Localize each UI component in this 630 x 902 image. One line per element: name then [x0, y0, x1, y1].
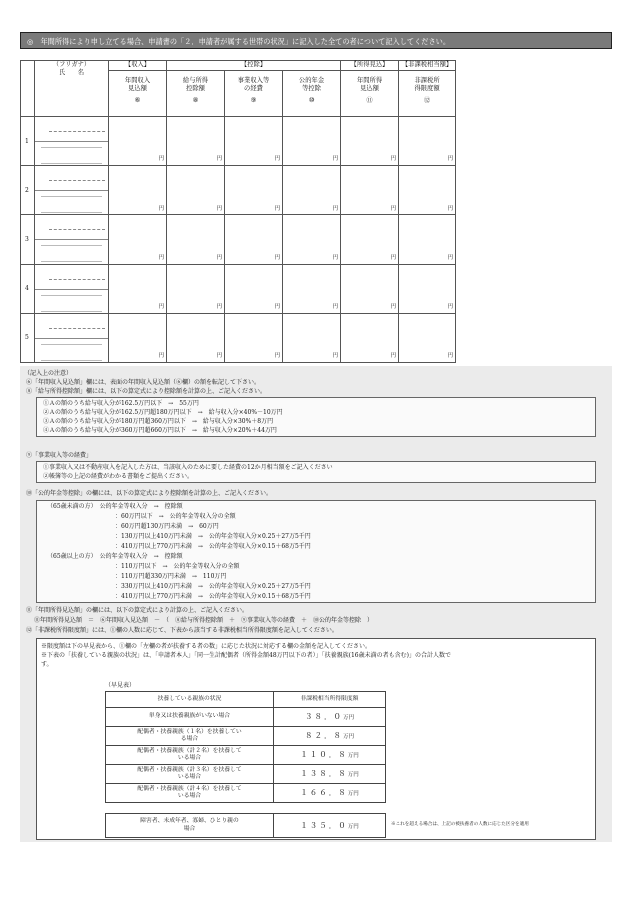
note-8: ⑧「給与所得控除額」欄には、以下の算定式により控除額を計算の上、ご記入ください。 [26, 388, 267, 395]
pension-deduction-cell[interactable]: 円 [283, 215, 341, 264]
income-estimate-cell[interactable]: 円 [341, 215, 399, 264]
col-header-pension-deduction: 公的年金等控除 ⑩ [283, 71, 341, 117]
salary-deduction-cell[interactable]: 円 [167, 117, 225, 166]
row-number: 2 [21, 166, 35, 215]
row-number: 4 [21, 264, 35, 313]
note-6: ⑥「年間収入見込額」欄には、表面の年間収入見込額（⑥欄）の額を転記して下さい。 [26, 379, 261, 386]
corner-cell [21, 61, 35, 117]
col-header-annual-income: 年間収入見込額 ⑥ [109, 71, 167, 117]
income-group-header: 【収入】 [109, 61, 167, 71]
lookup-row: 配偶者・扶養親族（１名）を扶養している場合 ８２．８万円 [106, 727, 386, 746]
col-header-business-expenses: 事業収入等の経費 ⑨ [225, 71, 283, 117]
business-expenses-cell[interactable]: 円 [225, 166, 283, 215]
pension-deduction-cell[interactable]: 円 [283, 117, 341, 166]
lookup-header-limit: 非課税相当所得限度額 [274, 692, 386, 708]
header-banner: ◎ 年間所得により申し立てる場合、申請書の「２．申請者が属する世帯の状況」に記入した全ての者について記入してください。 [20, 32, 612, 49]
annual-income-cell[interactable]: 円 [109, 166, 167, 215]
business-expenses-cell[interactable]: 円 [225, 264, 283, 313]
income-table [20, 60, 456, 363]
salary-deduction-cell[interactable]: 円 [167, 166, 225, 215]
name-cell[interactable] [35, 166, 109, 215]
tax-limit-cell[interactable]: 円 [399, 264, 456, 313]
table-row [21, 166, 456, 215]
business-expenses-cell[interactable]: 円 [225, 313, 283, 362]
business-expense-box: ①事業収入又は不動産収入を記入した方は、当該収入のために要した経費の12か月相当額をご記入ください ②帳簿等の上記の経費がわかる書類をご提出ください。 [36, 461, 596, 483]
pension-deduction-cell[interactable]: 円 [283, 166, 341, 215]
tax-limit-cell[interactable]: 円 [399, 215, 456, 264]
row-number: 1 [21, 117, 35, 166]
income-estimate-group-header: 【所得見込】 [341, 61, 399, 71]
table-row [21, 264, 456, 313]
annual-income-cell[interactable]: 円 [109, 117, 167, 166]
note-9: ⑨「事業収入等の経費」 [26, 452, 93, 459]
name-cell[interactable] [35, 117, 109, 166]
salary-deduction-cell[interactable]: 円 [167, 313, 225, 362]
tax-limit-cell[interactable]: 円 [399, 166, 456, 215]
row-number: 3 [21, 215, 35, 264]
lookup-row: 配偶者・扶養親族（計４名）を扶養している場合 １６６．８万円 [106, 784, 386, 803]
tax-limit-group-header: 【非課税相当額】 [399, 61, 456, 71]
income-estimate-cell[interactable]: 円 [341, 264, 399, 313]
name-cell[interactable] [35, 264, 109, 313]
lookup-table [105, 691, 386, 803]
business-expenses-cell[interactable]: 円 [225, 215, 283, 264]
lookup-header-status: 扶養している親族の状況 [106, 692, 274, 708]
note-12: ⑫「非課税所得限度額」には、①欄の人数に応じて、下表から該当する非課税相当所得限度額を記入してください。 [26, 627, 338, 634]
salary-deduction-cell[interactable]: 円 [167, 264, 225, 313]
lookup-special-table [105, 813, 386, 838]
income-estimate-cell[interactable]: 円 [341, 117, 399, 166]
name-cell[interactable] [35, 215, 109, 264]
income-estimate-cell[interactable]: 円 [341, 166, 399, 215]
notes-title: （記入上の注意） [24, 370, 73, 377]
name-header: （フリガナ） 氏 名 [35, 61, 109, 117]
pension-deduction-cell[interactable]: 円 [283, 264, 341, 313]
name-cell[interactable] [35, 313, 109, 362]
row-number: 5 [21, 313, 35, 362]
salary-deduction-cell[interactable]: 円 [167, 215, 225, 264]
col-header-tax-exempt-limit: 非課税所得限度額 ⑫ [399, 71, 456, 117]
pension-deduction-box: （65歳未満の方） 公的年金等収入分 → 控除額 ：60万円以下 → 公的年金等収入分の全額 ：60万円超130万円未満 → 60万円 ：130万円以上410万円未満 → 公的年金等収入分×0.25＋27万5千円 ：410万円以上770万円未満 → 公的年金等収入分×0.15＋68万5千円 （65歳以上の方） 公的年金等収入分 → 控除額 ：110万円以下 → 公的年金等収入分の全額 ：110万円超330万円未満 → 110万円 ：330万円以上410万円未満 → 公的年金等収入分×0.25＋27万5千円 ：410万円以上770万円未満 → 公的年金等収入分×0.15＋68万5千円 [36, 500, 596, 603]
business-expenses-cell[interactable]: 円 [225, 117, 283, 166]
annual-income-cell[interactable]: 円 [109, 264, 167, 313]
pension-deduction-cell[interactable]: 円 [283, 313, 341, 362]
deductions-group-header: 【控除】 [167, 61, 341, 71]
col-header-salary-deduction: 給与所得控除額 ⑧ [167, 71, 225, 117]
lookup-row: 障害者、未成年者、寡婦、ひとり親の場合 １３５．０万円 [106, 814, 386, 838]
note-10: ⑩「公的年金等控除」の欄には、以下の算定式により控除額を計算の上、ご記入ください。 [26, 490, 273, 497]
table-row [21, 313, 456, 362]
annual-income-cell[interactable]: 円 [109, 215, 167, 264]
table-row [21, 117, 456, 166]
lookup-note: ※これを超える場合は、上記の被扶養者の人数に応じた区分を適用 [391, 822, 529, 827]
tax-limit-cell[interactable]: 円 [399, 313, 456, 362]
notes-section [20, 366, 612, 842]
annual-income-cell[interactable]: 円 [109, 313, 167, 362]
note-11-formula: ⑪年間所得見込額 ＝ ⑥年間収入見込額 － （ ⑧給与所得控除額 ＋ ⑨事業収入等の経費 ＋ ⑩公的年金等控除 ） [34, 617, 374, 624]
lookup-row: 配偶者・扶養親族（計３名）を扶養している場合 １３８．８万円 [106, 765, 386, 784]
tax-limit-box: ※限度額は下の早見表から、①欄の「左欄の者が扶養する者の数」に応じた状況に対応する欄の金額を記入してください。 ※下表の「扶養している親族の状況」は、「申請者本人」「同一生計配偶者（所得金額48万円以下の者）」「扶養親族(16歳未満の者も含む)」の合計人数で す。 （早見表） 扶養している親族の状況 非課税相当所得限度額 単身又は扶養親族がいない場合 ３８．０万円 配偶者・扶養親族（１名）を扶養している場合 ８２．８万円 配偶者・扶養親族（計２名）を扶養している場合 １１０．８万円 配偶者・扶養親族（計３名）を扶養している場合 １３８．８万円 配偶者・扶養親族（計４名）を扶養している場合 １６６．８万円 障害者、未成年者、寡婦、ひとり親の場合 １３５．０万円 ※これを超える場合は、上記の被扶養者の人数に応じた区分を適用 [36, 638, 596, 840]
lookup-row: 単身又は扶養親族がいない場合 ３８．０万円 [106, 708, 386, 727]
col-header-annual-income-estimate: 年間所得見込額 ⑪ [341, 71, 399, 117]
tax-limit-cell[interactable]: 円 [399, 117, 456, 166]
income-estimate-cell[interactable]: 円 [341, 313, 399, 362]
lookup-title: （早見表） [105, 682, 136, 689]
note-11: ⑪「年間所得見込額」の欄には、以下の算定式により計算の上、ご記入ください。 [26, 607, 249, 614]
salary-deduction-box: ①Ａの額のうち給与収入分が162.5万円以下 → 55万円 ②Ａの額のうち給与収入分が162.5万円超180万円以下 → 給与収入分×40%－10万円 ③Ａの額のうち給与収入分が180万円超360万円以下 → 給与収入分×30%＋8万円 ④Ａの額のうち給与収入分が360万円超660万円以下 → 給与収入分×20%＋44万円 [36, 397, 596, 437]
lookup-row: 配偶者・扶養親族（計２名）を扶養している場合 １１０．８万円 [106, 746, 386, 765]
table-row [21, 215, 456, 264]
